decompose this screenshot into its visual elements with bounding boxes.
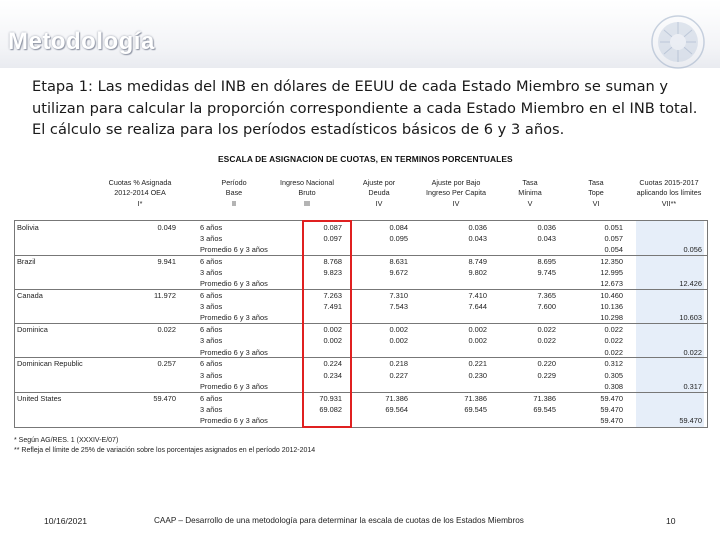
quota-value: 0.049 <box>157 223 176 232</box>
column-header-line: Cuotas 2015-2017 <box>639 178 699 187</box>
table-cell: 59.470 <box>600 393 623 403</box>
table-cell: 7.310 <box>389 291 408 301</box>
table-cell: 0.229 <box>537 370 556 380</box>
period-label: 6 años <box>200 325 223 335</box>
table-cell: 0.043 <box>468 234 487 244</box>
quota-value: 9.941 <box>157 257 176 267</box>
footnote-1: * Según AG/RES. 1 (XXXIV-E/07) <box>14 437 119 444</box>
period-label: 6 años <box>200 257 223 267</box>
footer-page-number: 10 <box>666 516 676 526</box>
table-cell: 8.631 <box>389 257 408 267</box>
table-cell: 0.002 <box>323 325 342 335</box>
table-cell: 7.410 <box>468 291 487 301</box>
table-cell: 9.802 <box>468 268 487 278</box>
table-cell: 0.056 <box>683 245 702 255</box>
table-cell: 12.350 <box>600 257 623 267</box>
column-header <box>418 178 494 209</box>
column-header-line: Ingreso Per Capita <box>426 188 486 198</box>
table-cell: 0.305 <box>604 370 623 380</box>
period-label: Promedio 6 y 3 años <box>200 415 268 425</box>
table-cell: 0.218 <box>389 359 408 369</box>
table-cell: 0.036 <box>537 223 556 232</box>
column-header-line: Tasa <box>588 178 604 187</box>
table-cell: 0.036 <box>468 223 487 232</box>
table-cell: 0.317 <box>683 381 702 391</box>
column-header-line: aplicando los límites <box>636 188 702 198</box>
column-header-line: II <box>232 198 236 208</box>
column-header <box>270 178 344 209</box>
column-header-line: Deuda <box>368 188 390 198</box>
table-cell: 0.087 <box>323 223 342 232</box>
period-label: 6 años <box>200 359 223 369</box>
table-cell: 7.365 <box>537 291 556 301</box>
table-cell: 69.564 <box>385 404 408 414</box>
column-header-line: Mínima <box>518 188 542 198</box>
column-header-line: VII** <box>661 198 677 208</box>
period-label: Promedio 6 y 3 años <box>200 381 268 391</box>
table-cell: 0.097 <box>323 234 342 244</box>
column-header <box>204 178 264 209</box>
table-cell: 0.043 <box>537 234 556 244</box>
period-label: 3 años <box>200 336 223 346</box>
table-cell: 7.600 <box>537 302 556 312</box>
period-label: 3 años <box>200 234 223 244</box>
table-cell: 7.543 <box>389 302 408 312</box>
quota-value: 0.022 <box>157 325 176 335</box>
column-header <box>508 178 552 209</box>
table-cell: 7.491 <box>323 302 342 312</box>
table-cell: 0.002 <box>389 325 408 335</box>
table-cell: 10.603 <box>679 313 702 323</box>
table-cell: 69.545 <box>464 404 487 414</box>
table-cell: 0.022 <box>604 347 623 357</box>
period-label: 6 años <box>200 393 223 403</box>
table-cell: 0.308 <box>604 381 623 391</box>
table-cell: 7.263 <box>323 291 342 301</box>
table-cell: 0.095 <box>389 234 408 244</box>
quota-value: 59.470 <box>153 393 176 403</box>
table-cell: 10.136 <box>600 302 623 312</box>
table-cell: 0.234 <box>323 370 342 380</box>
period-label: Promedio 6 y 3 años <box>200 347 268 357</box>
quota-value: 0.257 <box>157 359 176 369</box>
period-label: 6 años <box>200 291 223 301</box>
table-cell: 69.545 <box>533 404 556 414</box>
table-cell: 10.460 <box>600 291 623 301</box>
period-label: 6 años <box>200 223 223 232</box>
table-cell: 71.386 <box>464 393 487 403</box>
column-header <box>632 178 706 209</box>
table-cell: 12.995 <box>600 268 623 278</box>
table-cell: 0.221 <box>468 359 487 369</box>
column-header-line: VI <box>592 198 600 208</box>
column-header-line: III <box>304 198 310 208</box>
table-cell: 0.022 <box>604 336 623 346</box>
table-cell: 59.470 <box>600 415 623 425</box>
table-cell: 0.054 <box>604 245 623 255</box>
table-cell: 0.227 <box>389 370 408 380</box>
column-header-line: IV <box>452 198 460 208</box>
period-label: 3 años <box>200 404 223 414</box>
table-cell: 0.022 <box>604 325 623 335</box>
column-header-line: I* <box>137 198 143 208</box>
period-label: 3 años <box>200 268 223 278</box>
table-cell: 0.220 <box>537 359 556 369</box>
column-header <box>350 178 408 209</box>
table-cell: 0.230 <box>468 370 487 380</box>
period-label: Promedio 6 y 3 años <box>200 245 268 255</box>
country-name: United States <box>17 393 62 403</box>
table-title: ESCALA DE ASIGNACION DE CUOTAS, EN TERMINOS PORCENTUALES <box>218 154 513 164</box>
column-header-line: Ajuste por <box>362 178 396 187</box>
table-cell: 0.022 <box>537 325 556 335</box>
column-header-line: 2012-2014 OEA <box>114 188 166 198</box>
footer-caption: CAAP – Desarrollo de una metodología para determinar la escala de cuotas de los Estados Miembros <box>154 516 524 525</box>
table-cell: 59.470 <box>679 415 702 425</box>
country-name: Dominica <box>17 325 48 335</box>
table-cell: 0.022 <box>683 347 702 357</box>
column-header-line: Base <box>225 188 243 198</box>
table-cell: 0.057 <box>604 234 623 244</box>
table-cell: 7.644 <box>468 302 487 312</box>
column-header-line: Período <box>221 178 247 187</box>
stage-label: Etapa 1: <box>32 78 93 95</box>
table-cell: 12.673 <box>600 279 623 289</box>
country-name: Canada <box>17 291 43 301</box>
column-header <box>100 178 180 209</box>
table-cell: 10.298 <box>600 313 623 323</box>
period-label: Promedio 6 y 3 años <box>200 313 268 323</box>
table-cell: 8.768 <box>323 257 342 267</box>
table-cell: 0.002 <box>323 336 342 346</box>
table-cell: 70.931 <box>319 393 342 403</box>
stage-text: Las medidas del INB en dólares de EEUU de cada Estado Miembro se suman y utilizan para calcular la proporción correspondiente a cada Estado Miembro en el INB total. El cálculo se realiza para los períodos estadísticos básicos de 6 y 3 años. <box>32 78 698 138</box>
table-cell: 9.745 <box>537 268 556 278</box>
table-cell: 0.002 <box>468 325 487 335</box>
table-cell: 71.386 <box>533 393 556 403</box>
column-header-line: V <box>527 198 533 208</box>
table-cell: 0.224 <box>323 359 342 369</box>
column-header-line: Bruto <box>298 188 316 198</box>
country-name: Dominican Republic <box>17 359 83 369</box>
column-header-line: Ajuste por Bajo <box>431 178 481 187</box>
country-name: Bolivia <box>17 223 39 232</box>
column-header-line: IV <box>375 198 383 208</box>
column-header-line: Ingreso Nacional <box>280 178 334 187</box>
table-cell: 69.082 <box>319 404 342 414</box>
period-label: 3 años <box>200 370 223 380</box>
period-label: 3 años <box>200 302 223 312</box>
slide-title: Metodología <box>8 28 155 55</box>
table-cell: 0.084 <box>389 223 408 232</box>
table-cell: 0.051 <box>604 223 623 232</box>
column-header-line: Tasa <box>522 178 538 187</box>
table-cell: 0.022 <box>537 336 556 346</box>
intro-paragraph <box>32 76 704 141</box>
table-cell: 59.470 <box>600 404 623 414</box>
table-cell: 12.426 <box>679 279 702 289</box>
table-cell: 0.312 <box>604 359 623 369</box>
footnote-2: ** Refleja el límite de 25% de variación sobre los porcentajes asignados en el período 2012-2014 <box>14 447 316 454</box>
table-cell: 8.749 <box>468 257 487 267</box>
table-cell: 71.386 <box>385 393 408 403</box>
quota-value: 11.972 <box>153 291 176 301</box>
table-cell: 0.002 <box>389 336 408 346</box>
column-header-line: Cuotas % Asignada <box>108 178 172 187</box>
period-label: Promedio 6 y 3 años <box>200 279 268 289</box>
footer-date: 10/16/2021 <box>44 516 88 526</box>
table-cell: 8.695 <box>537 257 556 267</box>
gni-highlight-box <box>302 220 352 428</box>
column-header <box>578 178 614 209</box>
country-name: Brazil <box>17 257 36 267</box>
table-cell: 9.823 <box>323 268 342 278</box>
oas-emblem-icon <box>648 12 708 72</box>
table-cell: 9.672 <box>389 268 408 278</box>
column-header-line: Tope <box>588 188 604 198</box>
table-cell: 0.002 <box>468 336 487 346</box>
